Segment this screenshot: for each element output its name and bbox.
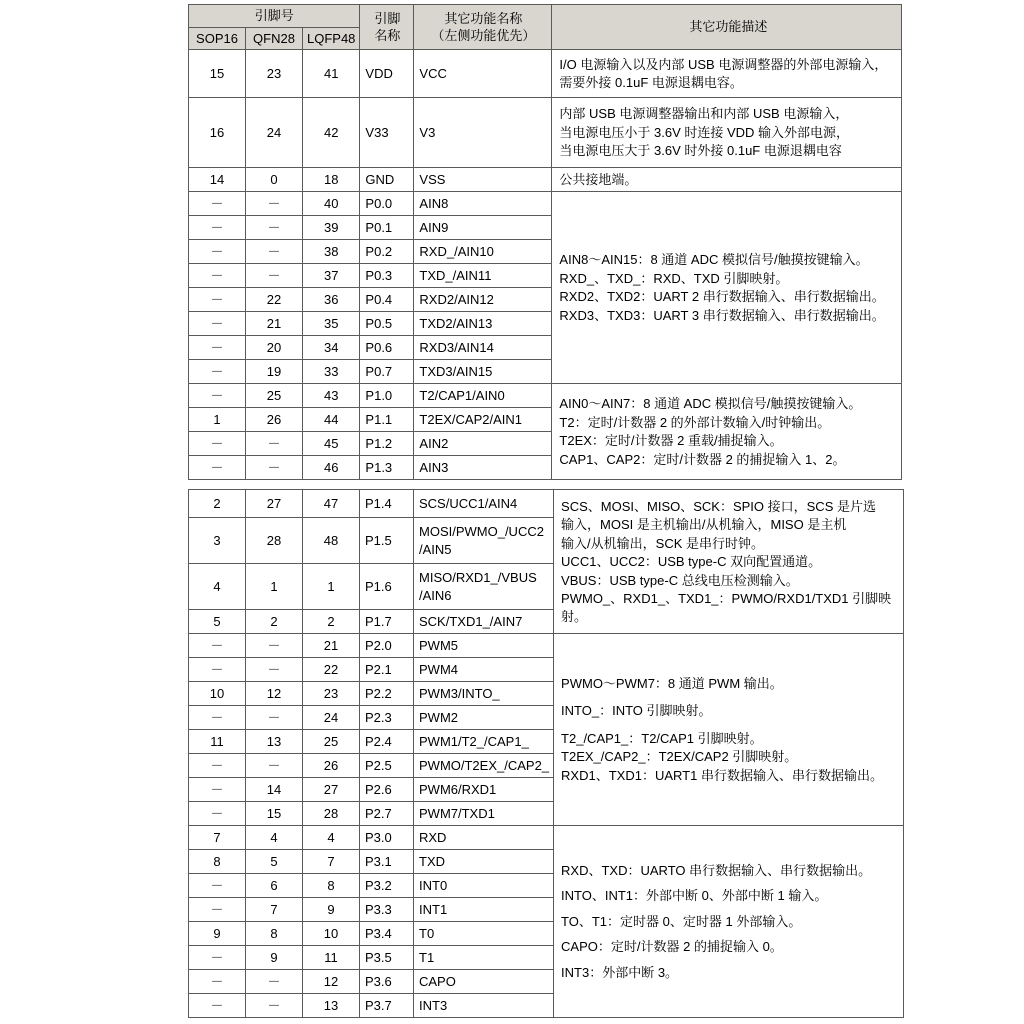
cell-alt-name: INT3 bbox=[414, 994, 554, 1018]
cell-sop16: － bbox=[189, 240, 246, 264]
cell-sop16: － bbox=[189, 432, 246, 456]
cell-pin-name: P2.5 bbox=[360, 754, 414, 778]
cell-alt-name: V3 bbox=[414, 98, 552, 168]
cell-qfn28: － bbox=[246, 432, 303, 456]
cell-qfn28: 2 bbox=[246, 610, 303, 634]
cell-lqfp48: 39 bbox=[303, 216, 360, 240]
cell-lqfp48: 11 bbox=[303, 946, 360, 970]
cell-alt-name: PWM7/TXD1 bbox=[414, 802, 554, 826]
cell-alt-name: VSS bbox=[414, 168, 552, 192]
cell-sop16: － bbox=[189, 336, 246, 360]
desc-line: RXD2、TXD2：UART 2 串行数据输入、串行数据输出。 bbox=[559, 289, 885, 305]
cell-sop16: 10 bbox=[189, 682, 246, 706]
desc-line: CAP1、CAP2：定时/计数器 2 的捕捉输入 1、2。 bbox=[559, 451, 846, 467]
cell-pin-name: GND bbox=[360, 168, 414, 192]
cell-alt-name: TXD_/AIN11 bbox=[414, 264, 552, 288]
cell-qfn28: 12 bbox=[246, 682, 303, 706]
alt-line: MOSI/PWMO_/UCC2 bbox=[419, 523, 544, 539]
cell-alt-name: T2/CAP1/AIN0 bbox=[414, 384, 552, 408]
cell-pin-name: P1.6 bbox=[360, 564, 414, 610]
table-row bbox=[189, 168, 902, 192]
cell-description-port3 bbox=[554, 826, 904, 1018]
table-header-row-1 bbox=[189, 5, 902, 28]
cell-pin-name: P3.4 bbox=[360, 922, 414, 946]
cell-qfn28: 0 bbox=[246, 168, 303, 192]
cell-sop16: 8 bbox=[189, 850, 246, 874]
desc-line: 输入/从机输出，SCK 是串行时钟。 bbox=[561, 535, 765, 551]
cell-qfn28: 20 bbox=[246, 336, 303, 360]
cell-lqfp48: 48 bbox=[303, 518, 360, 564]
cell-qfn28: 5 bbox=[246, 850, 303, 874]
cell-lqfp48: 18 bbox=[303, 168, 360, 192]
desc-line: PWMO～PWM7：8 通道 PWM 输出。 bbox=[561, 675, 783, 691]
desc-line: AIN0～AIN7：8 通道 ADC 模拟信号/触摸按键输入。 bbox=[559, 396, 862, 411]
cell-lqfp48: 10 bbox=[303, 922, 360, 946]
cell-pin-name: P2.0 bbox=[360, 634, 414, 658]
cell-qfn28: － bbox=[246, 456, 303, 480]
desc-line: T2：定时/计数器 2 的外部计数输入/时钟输出。 bbox=[559, 414, 831, 430]
cell-lqfp48: 47 bbox=[303, 490, 360, 518]
header-alt-name bbox=[414, 5, 552, 50]
cell-lqfp48: 36 bbox=[303, 288, 360, 312]
table-row bbox=[189, 192, 902, 216]
table-row bbox=[189, 50, 902, 98]
header-sop16: SOP16 bbox=[189, 27, 246, 50]
cell-sop16: － bbox=[189, 312, 246, 336]
cell-pin-name: P1.0 bbox=[360, 384, 414, 408]
table-row bbox=[189, 826, 904, 850]
desc-line: 内部 USB 电源调整器输出和内部 USB 电源输入， bbox=[559, 106, 849, 122]
cell-lqfp48: 38 bbox=[303, 240, 360, 264]
cell-sop16: － bbox=[189, 802, 246, 826]
cell-lqfp48: 2 bbox=[303, 610, 360, 634]
cell-lqfp48: 4 bbox=[303, 826, 360, 850]
cell-qfn28: － bbox=[246, 754, 303, 778]
cell-pin-name: V33 bbox=[360, 98, 414, 168]
cell-pin-name: P2.4 bbox=[360, 730, 414, 754]
cell-sop16: 4 bbox=[189, 564, 246, 610]
alt-line: /AIN5 bbox=[419, 541, 452, 557]
cell-qfn28: － bbox=[246, 192, 303, 216]
cell-pin-name: P1.2 bbox=[360, 432, 414, 456]
cell-alt-name: RXD3/AIN14 bbox=[414, 336, 552, 360]
cell-lqfp48: 33 bbox=[303, 360, 360, 384]
cell-sop16: － bbox=[189, 874, 246, 898]
desc-line: VBUS：USB type-C 总线电压检测输入。 bbox=[561, 572, 799, 588]
cell-lqfp48: 45 bbox=[303, 432, 360, 456]
cell-sop16: 7 bbox=[189, 826, 246, 850]
cell-lqfp48: 44 bbox=[303, 408, 360, 432]
cell-sop16: － bbox=[189, 994, 246, 1018]
cell-sop16: － bbox=[189, 754, 246, 778]
cell-lqfp48: 46 bbox=[303, 456, 360, 480]
cell-sop16: 14 bbox=[189, 168, 246, 192]
desc-line: CAPO：定时/计数器 2 的捕捉输入 0。 bbox=[561, 939, 783, 955]
cell-description-port0 bbox=[552, 192, 902, 384]
cell-lqfp48: 24 bbox=[303, 706, 360, 730]
desc-line: 当电源电压小于 3.6V 时连接 VDD 输入外部电源， bbox=[559, 124, 850, 140]
desc-spacer bbox=[561, 906, 899, 912]
desc-spacer bbox=[561, 693, 899, 701]
cell-alt-name bbox=[414, 518, 554, 564]
cell-lqfp48: 25 bbox=[303, 730, 360, 754]
cell-alt-name: PWM1/T2_/CAP1_ bbox=[414, 730, 554, 754]
desc-line: UCC1、UCC2：USB type-C 双向配置通道。 bbox=[561, 554, 822, 570]
cell-qfn28: 25 bbox=[246, 384, 303, 408]
cell-pin-name: P0.7 bbox=[360, 360, 414, 384]
cell-description-port2 bbox=[554, 634, 904, 826]
cell-qfn28: 21 bbox=[246, 312, 303, 336]
cell-pin-name: P3.2 bbox=[360, 874, 414, 898]
cell-qfn28: － bbox=[246, 658, 303, 682]
cell-sop16: － bbox=[189, 216, 246, 240]
desc-spacer bbox=[561, 721, 899, 729]
table-row bbox=[189, 634, 904, 658]
cell-qfn28: － bbox=[246, 216, 303, 240]
header-qfn28: QFN28 bbox=[246, 27, 303, 50]
cell-sop16: － bbox=[189, 970, 246, 994]
cell-alt-name: RXD_/AIN10 bbox=[414, 240, 552, 264]
desc-spacer bbox=[561, 880, 899, 886]
cell-sop16: － bbox=[189, 946, 246, 970]
alt-line: MISO/RXD1_/VBUS bbox=[419, 569, 537, 585]
cell-sop16: 3 bbox=[189, 518, 246, 564]
cell-lqfp48: 8 bbox=[303, 874, 360, 898]
cell-lqfp48: 42 bbox=[303, 98, 360, 168]
desc-line: INT3：外部中断 3。 bbox=[561, 964, 679, 980]
cell-sop16: － bbox=[189, 778, 246, 802]
cell-qfn28: 19 bbox=[246, 360, 303, 384]
header-pin-name-line2: 名称 bbox=[374, 28, 401, 44]
cell-qfn28: 4 bbox=[246, 826, 303, 850]
cell-sop16: － bbox=[189, 360, 246, 384]
cell-pin-name: P3.6 bbox=[360, 970, 414, 994]
cell-lqfp48: 43 bbox=[303, 384, 360, 408]
cell-pin-name: P2.2 bbox=[360, 682, 414, 706]
cell-qfn28: 24 bbox=[246, 98, 303, 168]
cell-sop16: － bbox=[189, 634, 246, 658]
cell-alt-name: T1 bbox=[414, 946, 554, 970]
desc-line: RXD3、TXD3：UART 3 串行数据输入、串行数据输出。 bbox=[559, 307, 885, 323]
cell-alt-name: TXD bbox=[414, 850, 554, 874]
cell-pin-name: P3.7 bbox=[360, 994, 414, 1018]
header-description: 其它功能描述 bbox=[552, 5, 902, 50]
cell-sop16: 11 bbox=[189, 730, 246, 754]
cell-sop16: － bbox=[189, 264, 246, 288]
cell-alt-name: PWM6/RXD1 bbox=[414, 778, 554, 802]
cell-alt-name: RXD2/AIN12 bbox=[414, 288, 552, 312]
desc-line: RXD_、TXD_：RXD、TXD 引脚映射。 bbox=[559, 270, 789, 286]
cell-lqfp48: 9 bbox=[303, 898, 360, 922]
cell-lqfp48: 21 bbox=[303, 634, 360, 658]
cell-pin-name: P1.4 bbox=[360, 490, 414, 518]
cell-alt-name: T0 bbox=[414, 922, 554, 946]
cell-sop16: － bbox=[189, 706, 246, 730]
cell-lqfp48: 37 bbox=[303, 264, 360, 288]
cell-pin-name: P3.0 bbox=[360, 826, 414, 850]
cell-lqfp48: 41 bbox=[303, 50, 360, 98]
cell-description-gnd: 公共接地端。 bbox=[552, 168, 902, 192]
cell-alt-name: SCK/TXD1_/AIN7 bbox=[414, 610, 554, 634]
cell-sop16: － bbox=[189, 192, 246, 216]
cell-pin-name: P1.1 bbox=[360, 408, 414, 432]
cell-alt-name: PWM2 bbox=[414, 706, 554, 730]
desc-line: PWMO_、RXD1_、TXD1_：PWMO/RXD1/TXD1 引脚映射。 bbox=[561, 591, 892, 624]
header-alt-name-line2: （左侧功能优先） bbox=[431, 28, 536, 44]
cell-qfn28: 22 bbox=[246, 288, 303, 312]
pin-table-bottom bbox=[188, 489, 904, 1018]
table-row bbox=[189, 384, 902, 408]
cell-sop16: － bbox=[189, 384, 246, 408]
cell-pin-name: P0.5 bbox=[360, 312, 414, 336]
desc-line: T2EX_/CAP2_：T2EX/CAP2 引脚映射。 bbox=[561, 749, 798, 765]
cell-sop16: 16 bbox=[189, 98, 246, 168]
desc-line: 输入，MOSI 是主机输出/从机输入，MISO 是主机 bbox=[561, 517, 847, 533]
header-pin-number-group: 引脚号 bbox=[189, 5, 360, 28]
cell-alt-name: AIN3 bbox=[414, 456, 552, 480]
cell-sop16: 9 bbox=[189, 922, 246, 946]
alt-line: /AIN6 bbox=[419, 587, 452, 603]
cell-sop16: 1 bbox=[189, 408, 246, 432]
cell-lqfp48: 26 bbox=[303, 754, 360, 778]
cell-lqfp48: 40 bbox=[303, 192, 360, 216]
cell-qfn28: 26 bbox=[246, 408, 303, 432]
cell-pin-name: P0.1 bbox=[360, 216, 414, 240]
cell-sop16: － bbox=[189, 898, 246, 922]
cell-pin-name: P2.7 bbox=[360, 802, 414, 826]
cell-qfn28: 1 bbox=[246, 564, 303, 610]
cell-sop16: － bbox=[189, 288, 246, 312]
cell-alt-name: PWM3/INTO_ bbox=[414, 682, 554, 706]
cell-qfn28: － bbox=[246, 706, 303, 730]
desc-spacer bbox=[561, 931, 899, 937]
cell-alt-name: PWM4 bbox=[414, 658, 554, 682]
cell-qfn28: － bbox=[246, 634, 303, 658]
header-lqfp48: LQFP48 bbox=[303, 27, 360, 50]
cell-description-vdd: I/O 电源输入以及内部 USB 电源调整器的外部电源输入，需要外接 0.1uF 电源退耦电容。 bbox=[552, 50, 902, 98]
cell-alt-name: CAPO bbox=[414, 970, 554, 994]
header-pin-name-line1: 引脚 bbox=[374, 10, 401, 26]
cell-pin-name: P0.0 bbox=[360, 192, 414, 216]
cell-description-port1 bbox=[552, 384, 902, 480]
cell-pin-name: P2.6 bbox=[360, 778, 414, 802]
cell-sop16: 2 bbox=[189, 490, 246, 518]
desc-line: INTO_：INTO 引脚映射。 bbox=[561, 703, 712, 719]
cell-qfn28: － bbox=[246, 970, 303, 994]
cell-qfn28: 7 bbox=[246, 898, 303, 922]
cell-sop16: － bbox=[189, 456, 246, 480]
cell-pin-name: VDD bbox=[360, 50, 414, 98]
desc-line: TO、T1：定时器 0、定时器 1 外部输入。 bbox=[561, 913, 802, 929]
cell-qfn28: 13 bbox=[246, 730, 303, 754]
cell-qfn28: 27 bbox=[246, 490, 303, 518]
cell-pin-name: P0.6 bbox=[360, 336, 414, 360]
cell-pin-name: P2.1 bbox=[360, 658, 414, 682]
cell-qfn28: 9 bbox=[246, 946, 303, 970]
cell-alt-name: TXD2/AIN13 bbox=[414, 312, 552, 336]
cell-pin-name: P1.7 bbox=[360, 610, 414, 634]
cell-lqfp48: 12 bbox=[303, 970, 360, 994]
cell-alt-name: PWM5 bbox=[414, 634, 554, 658]
cell-pin-name: P3.3 bbox=[360, 898, 414, 922]
cell-alt-name: SCS/UCC1/AIN4 bbox=[414, 490, 554, 518]
desc-line: AIN8～AIN15：8 通道 ADC 模拟信号/触摸按键输入。 bbox=[559, 252, 869, 267]
desc-line: T2_/CAP1_：T2/CAP1 引脚映射。 bbox=[561, 730, 763, 746]
desc-line: 当电源电压大于 3.6V 时外接 0.1uF 电源退耦电容 bbox=[559, 143, 842, 159]
cell-lqfp48: 28 bbox=[303, 802, 360, 826]
cell-description-v33 bbox=[552, 98, 902, 168]
cell-qfn28: 8 bbox=[246, 922, 303, 946]
cell-alt-name: AIN8 bbox=[414, 192, 552, 216]
desc-line: INTO、INT1：外部中断 0、外部中断 1 输入。 bbox=[561, 888, 828, 904]
cell-pin-name: P1.5 bbox=[360, 518, 414, 564]
cell-lqfp48: 1 bbox=[303, 564, 360, 610]
cell-alt-name: PWMO/T2EX_/CAP2_ bbox=[414, 754, 554, 778]
cell-alt-name: TXD3/AIN15 bbox=[414, 360, 552, 384]
pin-table-top bbox=[188, 4, 902, 480]
table-row bbox=[189, 490, 904, 518]
header-pin-name bbox=[360, 5, 414, 50]
cell-lqfp48: 23 bbox=[303, 682, 360, 706]
cell-pin-name: P0.4 bbox=[360, 288, 414, 312]
cell-lqfp48: 35 bbox=[303, 312, 360, 336]
desc-line: RXD1、TXD1：UART1 串行数据输入、串行数据输出。 bbox=[561, 767, 883, 783]
cell-pin-name: P2.3 bbox=[360, 706, 414, 730]
desc-spacer bbox=[561, 957, 899, 963]
cell-qfn28: 14 bbox=[246, 778, 303, 802]
cell-pin-name: P3.5 bbox=[360, 946, 414, 970]
cell-lqfp48: 22 bbox=[303, 658, 360, 682]
cell-qfn28: 23 bbox=[246, 50, 303, 98]
cell-alt-name: RXD bbox=[414, 826, 554, 850]
cell-pin-name: P0.2 bbox=[360, 240, 414, 264]
cell-qfn28: － bbox=[246, 264, 303, 288]
cell-qfn28: 6 bbox=[246, 874, 303, 898]
desc-line: RXD、TXD：UARTO 串行数据输入、串行数据输出。 bbox=[561, 862, 872, 878]
cell-lqfp48: 27 bbox=[303, 778, 360, 802]
cell-qfn28: － bbox=[246, 240, 303, 264]
cell-qfn28: 28 bbox=[246, 518, 303, 564]
cell-qfn28: 15 bbox=[246, 802, 303, 826]
cell-alt-name bbox=[414, 564, 554, 610]
cell-sop16: 5 bbox=[189, 610, 246, 634]
table-row bbox=[189, 98, 902, 168]
cell-pin-name: P0.3 bbox=[360, 264, 414, 288]
cell-alt-name: AIN9 bbox=[414, 216, 552, 240]
cell-qfn28: － bbox=[246, 994, 303, 1018]
cell-alt-name: INT1 bbox=[414, 898, 554, 922]
cell-lqfp48: 7 bbox=[303, 850, 360, 874]
header-alt-name-line1: 其它功能名称 bbox=[444, 10, 523, 26]
cell-pin-name: P3.1 bbox=[360, 850, 414, 874]
cell-alt-name: AIN2 bbox=[414, 432, 552, 456]
cell-description-spi bbox=[554, 490, 904, 634]
cell-sop16: － bbox=[189, 658, 246, 682]
cell-pin-name: P1.3 bbox=[360, 456, 414, 480]
cell-alt-name: INT0 bbox=[414, 874, 554, 898]
cell-lqfp48: 13 bbox=[303, 994, 360, 1018]
cell-alt-name: VCC bbox=[414, 50, 552, 98]
cell-alt-name: T2EX/CAP2/AIN1 bbox=[414, 408, 552, 432]
cell-lqfp48: 34 bbox=[303, 336, 360, 360]
desc-line: T2EX：定时/计数器 2 重载/捕捉输入。 bbox=[559, 433, 783, 449]
desc-line: SCS、MOSI、MISO、SCK：SPIO 接口，SCS 是片选 bbox=[561, 498, 876, 514]
cell-sop16: 15 bbox=[189, 50, 246, 98]
